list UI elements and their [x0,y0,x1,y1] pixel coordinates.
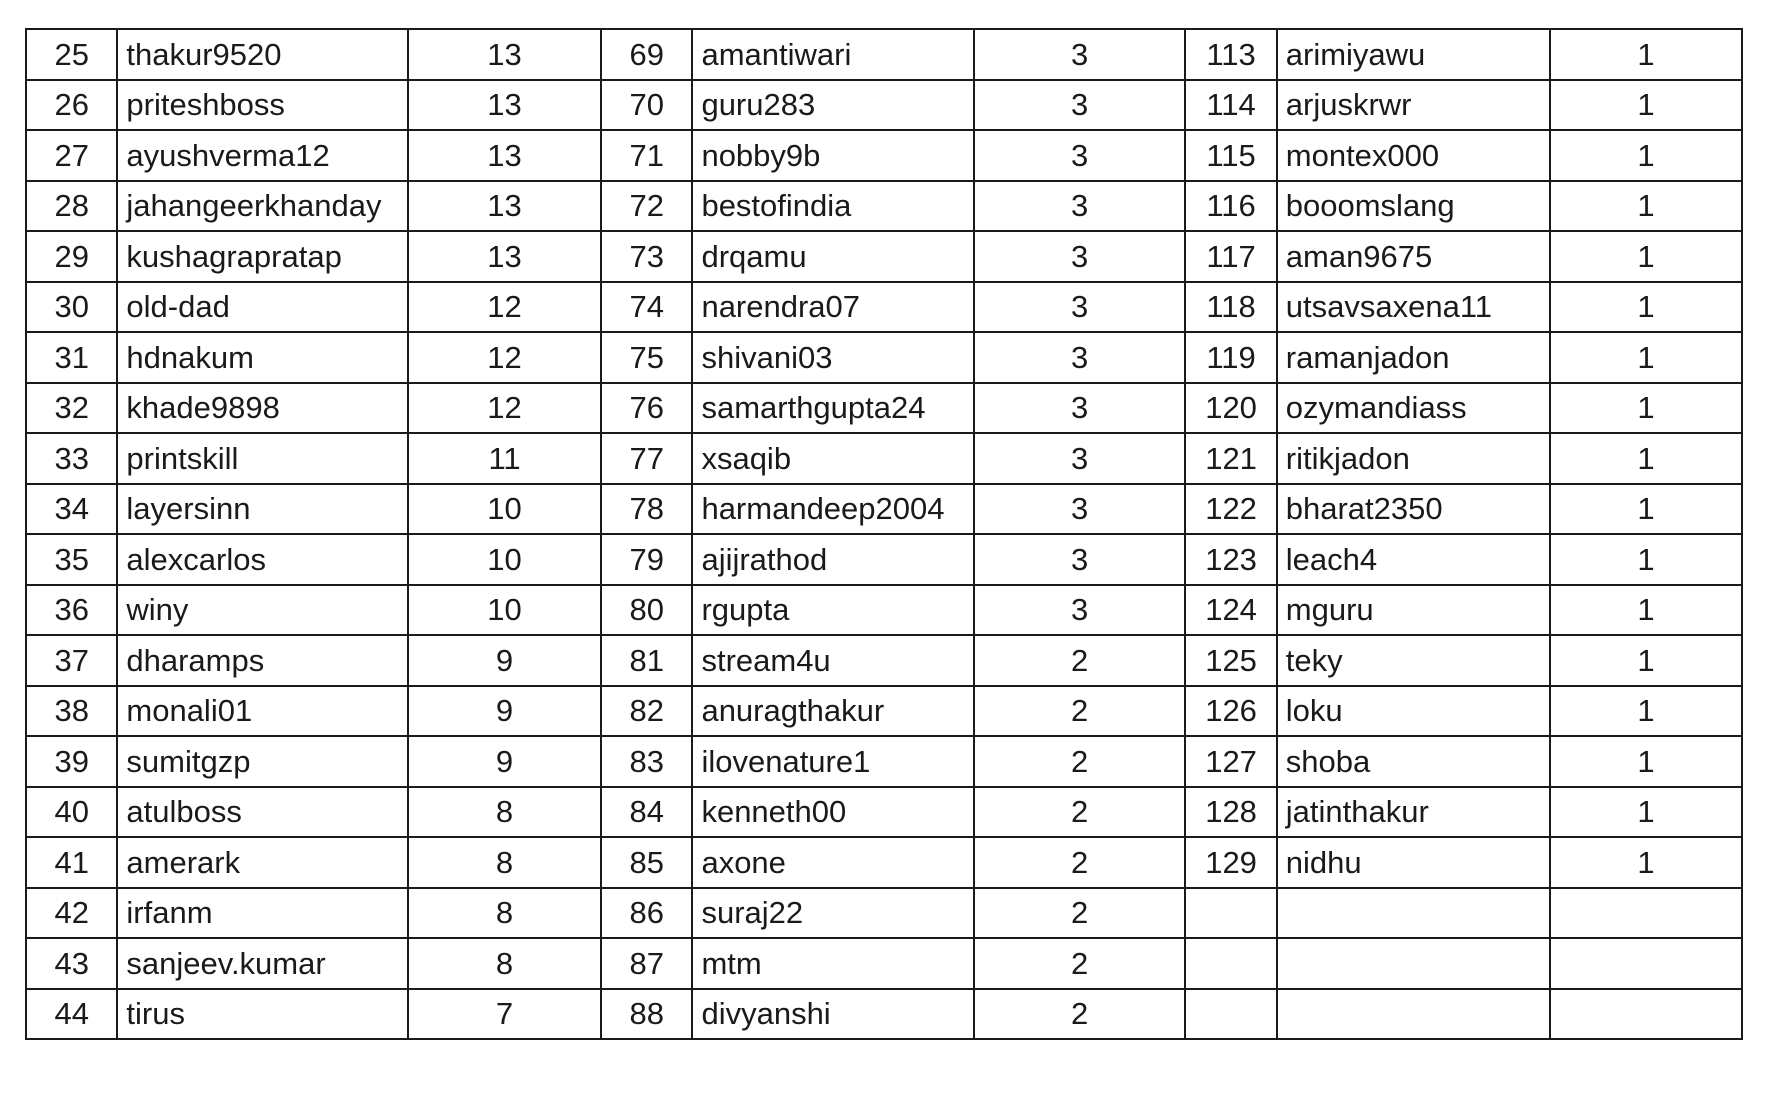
score-cell: 3 [974,181,1186,232]
score-cell: 13 [408,231,601,282]
score-cell: 3 [974,585,1186,636]
table-row [26,231,1742,282]
score-cell: 1 [1550,383,1742,434]
rank-cell: 69 [601,29,692,80]
username-cell: rgupta [692,585,973,636]
table-row [26,787,1742,838]
table-row [26,130,1742,181]
score-cell: 1 [1550,231,1742,282]
rank-cell [1185,888,1276,939]
username-cell: alexcarlos [117,534,408,585]
score-cell: 3 [974,433,1186,484]
score-cell: 1 [1550,837,1742,888]
rank-cell: 72 [601,181,692,232]
rank-cell: 119 [1185,332,1276,383]
score-cell: 3 [974,534,1186,585]
score-cell: 13 [408,29,601,80]
username-cell: mguru [1277,585,1550,636]
score-cell: 8 [408,938,601,989]
username-cell: sumitgzp [117,736,408,787]
username-cell: priteshboss [117,80,408,131]
username-cell: nidhu [1277,837,1550,888]
username-cell: suraj22 [692,888,973,939]
rank-cell: 25 [26,29,117,80]
rank-cell: 114 [1185,80,1276,131]
username-cell: divyanshi [692,989,973,1040]
rank-cell: 28 [26,181,117,232]
table-row [26,888,1742,939]
username-cell: ilovenature1 [692,736,973,787]
username-cell: layersinn [117,484,408,535]
rank-cell: 125 [1185,635,1276,686]
rank-cell: 122 [1185,484,1276,535]
username-cell: harmandeep2004 [692,484,973,535]
score-cell: 1 [1550,130,1742,181]
username-cell: stream4u [692,635,973,686]
table-row [26,29,1742,80]
score-cell: 1 [1550,787,1742,838]
rank-cell: 78 [601,484,692,535]
username-cell [1277,989,1550,1040]
username-cell: nobby9b [692,130,973,181]
score-cell: 1 [1550,332,1742,383]
leaderboard-body [26,29,1742,1039]
table-row [26,989,1742,1040]
score-cell [1550,888,1742,939]
rank-cell: 70 [601,80,692,131]
score-cell: 2 [974,686,1186,737]
score-cell: 7 [408,989,601,1040]
score-cell: 2 [974,938,1186,989]
username-cell: kushagrapratap [117,231,408,282]
username-cell: old-dad [117,282,408,333]
rank-cell: 85 [601,837,692,888]
score-cell: 9 [408,635,601,686]
rank-cell: 129 [1185,837,1276,888]
username-cell: ajijrathod [692,534,973,585]
rank-cell: 73 [601,231,692,282]
username-cell: anuragthakur [692,686,973,737]
score-cell [1550,989,1742,1040]
username-cell: drqamu [692,231,973,282]
table-row [26,837,1742,888]
username-cell: thakur9520 [117,29,408,80]
table-row [26,181,1742,232]
username-cell: hdnakum [117,332,408,383]
username-cell: utsavsaxena11 [1277,282,1550,333]
score-cell: 2 [974,888,1186,939]
table-row [26,332,1742,383]
table-row [26,433,1742,484]
table-row [26,534,1742,585]
rank-cell: 32 [26,383,117,434]
rank-cell [1185,989,1276,1040]
username-cell: leach4 [1277,534,1550,585]
rank-cell: 88 [601,989,692,1040]
username-cell: amantiwari [692,29,973,80]
rank-cell: 41 [26,837,117,888]
username-cell: teky [1277,635,1550,686]
table-row [26,383,1742,434]
score-cell: 1 [1550,484,1742,535]
score-cell: 1 [1550,29,1742,80]
score-cell: 12 [408,282,601,333]
score-cell: 11 [408,433,601,484]
rank-cell: 80 [601,585,692,636]
table-row [26,686,1742,737]
score-cell: 13 [408,130,601,181]
score-cell: 8 [408,837,601,888]
username-cell: jatinthakur [1277,787,1550,838]
username-cell: ritikjadon [1277,433,1550,484]
rank-cell: 124 [1185,585,1276,636]
username-cell: winy [117,585,408,636]
rank-cell: 30 [26,282,117,333]
rank-cell: 113 [1185,29,1276,80]
score-cell: 2 [974,635,1186,686]
score-cell: 2 [974,837,1186,888]
score-cell: 1 [1550,635,1742,686]
score-cell: 3 [974,332,1186,383]
username-cell: shoba [1277,736,1550,787]
score-cell: 8 [408,787,601,838]
table-row [26,80,1742,131]
rank-cell: 74 [601,282,692,333]
username-cell: narendra07 [692,282,973,333]
username-cell: ayushverma12 [117,130,408,181]
score-cell: 10 [408,484,601,535]
rank-cell: 86 [601,888,692,939]
table-row [26,938,1742,989]
rank-cell: 117 [1185,231,1276,282]
score-cell: 12 [408,332,601,383]
username-cell: mtm [692,938,973,989]
rank-cell: 115 [1185,130,1276,181]
rank-cell: 120 [1185,383,1276,434]
score-cell: 10 [408,534,601,585]
rank-cell: 39 [26,736,117,787]
username-cell: guru283 [692,80,973,131]
score-cell: 9 [408,686,601,737]
score-cell: 3 [974,29,1186,80]
username-cell: kenneth00 [692,787,973,838]
rank-cell: 79 [601,534,692,585]
score-cell: 12 [408,383,601,434]
score-cell: 1 [1550,686,1742,737]
score-cell: 3 [974,231,1186,282]
score-cell: 1 [1550,80,1742,131]
username-cell: shivani03 [692,332,973,383]
rank-cell: 33 [26,433,117,484]
table-row [26,585,1742,636]
score-cell: 13 [408,181,601,232]
score-cell: 8 [408,888,601,939]
username-cell: ramanjadon [1277,332,1550,383]
username-cell: tirus [117,989,408,1040]
rank-cell: 126 [1185,686,1276,737]
rank-cell: 127 [1185,736,1276,787]
leaderboard-table [25,28,1743,1040]
rank-cell: 118 [1185,282,1276,333]
username-cell: axone [692,837,973,888]
rank-cell: 36 [26,585,117,636]
table-row [26,282,1742,333]
username-cell: xsaqib [692,433,973,484]
username-cell: jahangeerkhanday [117,181,408,232]
score-cell: 10 [408,585,601,636]
score-cell: 1 [1550,181,1742,232]
rank-cell: 43 [26,938,117,989]
score-cell: 3 [974,383,1186,434]
table-row [26,635,1742,686]
score-cell: 1 [1550,282,1742,333]
username-cell: bharat2350 [1277,484,1550,535]
rank-cell: 81 [601,635,692,686]
table-row [26,736,1742,787]
rank-cell: 42 [26,888,117,939]
username-cell: printskill [117,433,408,484]
score-cell: 3 [974,282,1186,333]
username-cell: monali01 [117,686,408,737]
score-cell: 1 [1550,433,1742,484]
rank-cell: 75 [601,332,692,383]
rank-cell: 87 [601,938,692,989]
rank-cell: 83 [601,736,692,787]
rank-cell: 44 [26,989,117,1040]
rank-cell: 37 [26,635,117,686]
rank-cell: 128 [1185,787,1276,838]
username-cell [1277,938,1550,989]
rank-cell: 82 [601,686,692,737]
score-cell: 3 [974,80,1186,131]
username-cell: ozymandiass [1277,383,1550,434]
username-cell: montex000 [1277,130,1550,181]
rank-cell: 38 [26,686,117,737]
rank-cell: 29 [26,231,117,282]
username-cell: samarthgupta24 [692,383,973,434]
username-cell: aman9675 [1277,231,1550,282]
leaderboard-sheet [25,28,1743,1040]
rank-cell: 121 [1185,433,1276,484]
username-cell [1277,888,1550,939]
rank-cell: 71 [601,130,692,181]
score-cell: 3 [974,130,1186,181]
score-cell: 1 [1550,534,1742,585]
username-cell: bestofindia [692,181,973,232]
score-cell: 1 [1550,585,1742,636]
username-cell: amerark [117,837,408,888]
score-cell: 3 [974,484,1186,535]
rank-cell: 35 [26,534,117,585]
rank-cell: 26 [26,80,117,131]
rank-cell: 40 [26,787,117,838]
username-cell: atulboss [117,787,408,838]
score-cell: 13 [408,80,601,131]
username-cell: sanjeev.kumar [117,938,408,989]
score-cell: 9 [408,736,601,787]
rank-cell: 31 [26,332,117,383]
rank-cell: 76 [601,383,692,434]
rank-cell: 116 [1185,181,1276,232]
rank-cell: 77 [601,433,692,484]
rank-cell: 27 [26,130,117,181]
username-cell: arimiyawu [1277,29,1550,80]
score-cell: 2 [974,736,1186,787]
score-cell: 2 [974,989,1186,1040]
username-cell: booomslang [1277,181,1550,232]
rank-cell: 84 [601,787,692,838]
username-cell: irfanm [117,888,408,939]
rank-cell: 34 [26,484,117,535]
username-cell: khade9898 [117,383,408,434]
username-cell: arjuskrwr [1277,80,1550,131]
table-row [26,484,1742,535]
rank-cell: 123 [1185,534,1276,585]
rank-cell [1185,938,1276,989]
username-cell: loku [1277,686,1550,737]
score-cell: 2 [974,787,1186,838]
username-cell: dharamps [117,635,408,686]
score-cell: 1 [1550,736,1742,787]
score-cell [1550,938,1742,989]
